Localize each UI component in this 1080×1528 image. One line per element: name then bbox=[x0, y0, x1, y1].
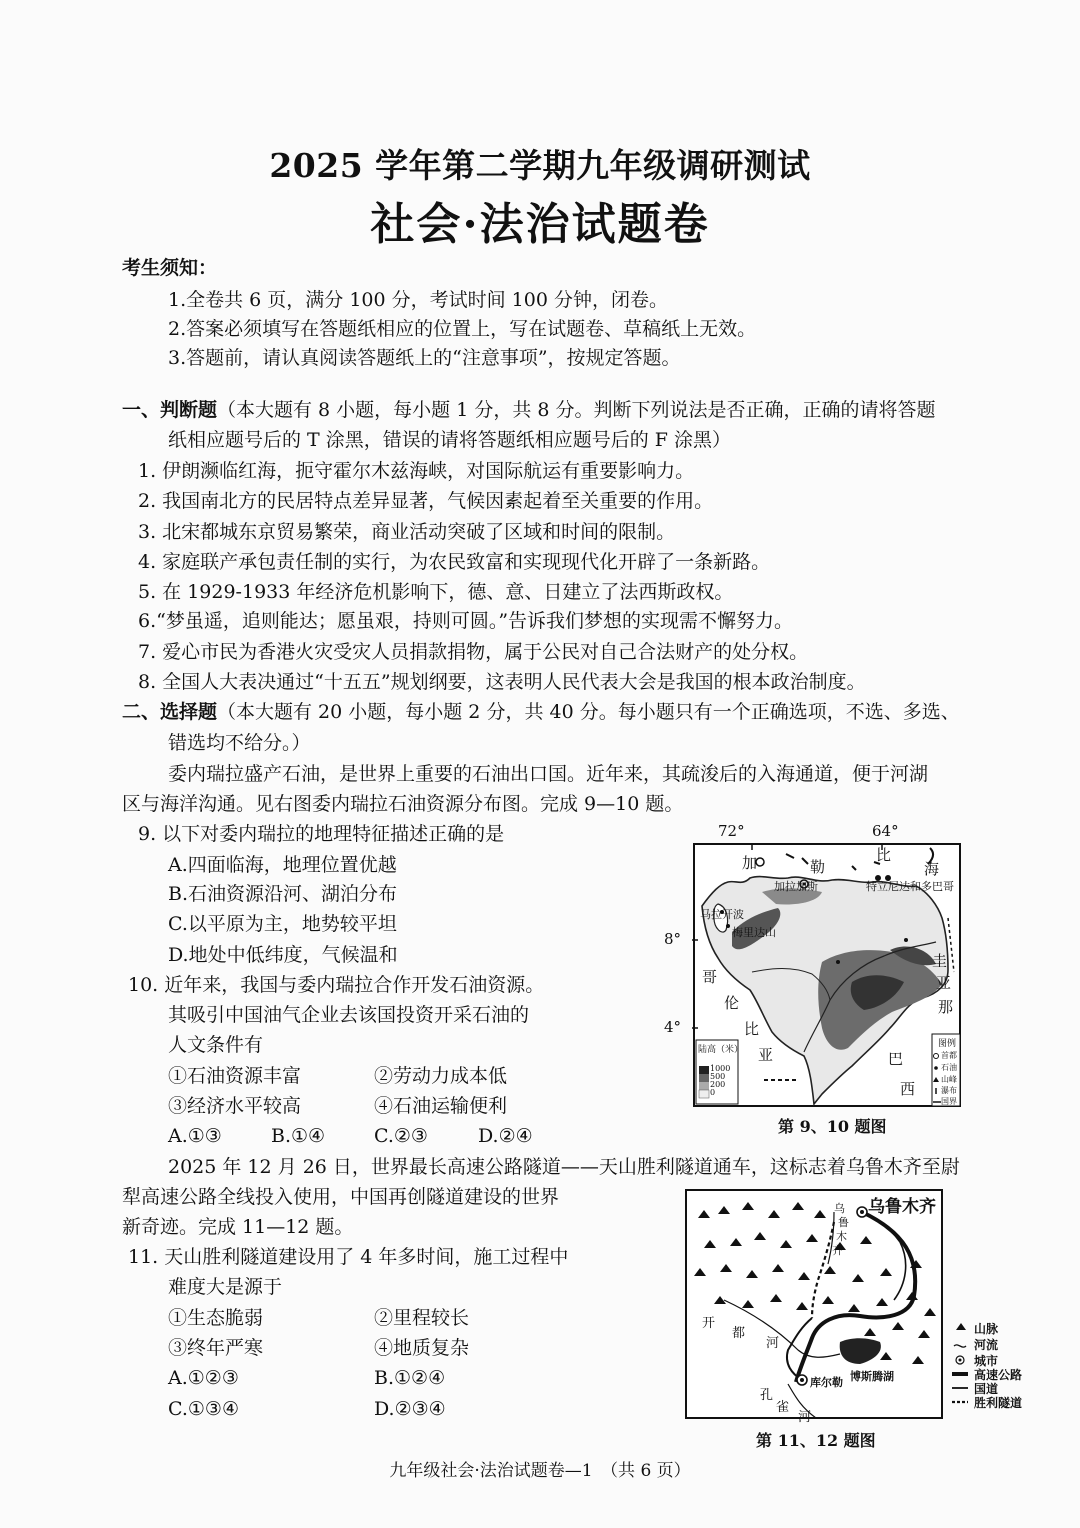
venezuela-map bbox=[692, 822, 962, 1108]
notice-item: 3.答题前，请认真阅读答题纸上的“注意事项”，按规定答题。 bbox=[168, 347, 681, 369]
legend-mountain: 山脉 bbox=[974, 1322, 999, 1336]
map-label-colombia: 伦 bbox=[724, 994, 740, 1012]
section2-desc-cont: 错选均不给分。） bbox=[168, 732, 311, 754]
passage-tunnel: 2025 年 12 月 26 日，世界最长高速公路隧道——天山胜利隧道通车，这标志着乌鲁木齐至尉 bbox=[168, 1156, 960, 1178]
map-label-guyana: 那 bbox=[938, 998, 954, 1016]
map-label-merida: 梅里达山 bbox=[732, 926, 776, 939]
river-label-urumqi: 木 bbox=[836, 1230, 847, 1243]
lon-label-72: 72° bbox=[718, 822, 745, 840]
lat-label-8: 8° bbox=[664, 930, 682, 948]
section2-desc: （本大题有 20 小题，每小题 2 分，共 40 分。每小题只有一个正确选项，不选、多选、 bbox=[217, 701, 960, 723]
map-label-brazil: 巴 bbox=[888, 1050, 904, 1068]
section1-label: 一、判断题 bbox=[122, 399, 218, 421]
question-11-stem: 11. 天山胜利隧道建设用了 4 年多时间，施工过程中 bbox=[128, 1246, 569, 1268]
question-10-stem-cont: 人文条件有 bbox=[168, 1034, 264, 1056]
elevation-legend-value: 1000 bbox=[710, 1064, 731, 1073]
q10-answer-c: C.②③ bbox=[374, 1125, 428, 1147]
map-label-trinidad: 特立尼达和多巴哥 bbox=[866, 880, 954, 893]
legend-national-road: 国道 bbox=[974, 1382, 999, 1396]
legend-river: 河流 bbox=[974, 1338, 999, 1352]
section1-desc: （本大题有 8 小题，每小题 1 分，共 8 分。判断下列说法是否正确，正确的请将答题 bbox=[217, 399, 936, 421]
section1-header bbox=[122, 395, 936, 425]
q11-opt-4: ④地质复杂 bbox=[374, 1337, 470, 1359]
section1-desc-cont: 纸相应题号后的 T 涂黑，错误的请将答题纸相应题号后的 F 涂黑） bbox=[168, 429, 732, 451]
map-label-guyana: 圭 bbox=[932, 952, 948, 970]
river-label-kongque: 河 bbox=[798, 1410, 812, 1425]
lon-label-64: 64° bbox=[872, 822, 899, 840]
judge-item-5: 5. 在 1929-1933 年经济危机影响下，德、意、日建立了法西斯政权。 bbox=[138, 581, 734, 603]
judge-item-8: 8. 全国人大表决通过“十五五”规划纲要，这表明人民代表大会是我国的根本政治制度。 bbox=[138, 671, 866, 693]
river-label-kongque: 孔 bbox=[760, 1388, 774, 1403]
legend-city: 城市 bbox=[974, 1354, 999, 1368]
q10-opt-4: ④石油运输便利 bbox=[374, 1095, 508, 1117]
q10-answer-a: A.①③ bbox=[168, 1125, 222, 1147]
city-label-korla: 库尔勒 bbox=[810, 1376, 843, 1389]
venezuela-map-figure bbox=[664, 822, 962, 1108]
map-label-colombia: 比 bbox=[744, 1020, 760, 1038]
q10-answer-d: D.②④ bbox=[478, 1125, 533, 1147]
passage-venezuela-cont: 区与海洋沟通。见右图委内瑞拉石油资源分布图。完成 9—10 题。 bbox=[122, 793, 684, 815]
map-label-sea: 比 bbox=[876, 846, 892, 864]
judge-item-4: 4. 家庭联产承包责任制的实行，为农民致富和实现现代化开辟了一条新路。 bbox=[138, 551, 771, 573]
judge-item-1: 1. 伊朗濒临红海，扼守霍尔木兹海峡，对国际航运有重要影响力。 bbox=[138, 460, 695, 482]
q9-option-d: D.地处中低纬度，气候温和 bbox=[168, 944, 398, 966]
elevation-legend-value: 0 bbox=[710, 1088, 716, 1097]
judge-item-2: 2. 我国南北方的民居特点差异显著，气候因素起着至关重要的作用。 bbox=[138, 490, 714, 512]
legend-title: 图例 bbox=[938, 1039, 957, 1049]
q11-answer-c: C.①③④ bbox=[168, 1398, 239, 1420]
legend-item: 石油 bbox=[941, 1063, 957, 1072]
river-label-urumqi: 乌 bbox=[834, 1202, 845, 1215]
q9-option-b: B.石油资源沿河、湖泊分布 bbox=[168, 883, 398, 905]
q11-answer-a: A.①②③ bbox=[168, 1367, 239, 1389]
lake-label-bosten: 博斯腾湖 bbox=[850, 1370, 894, 1383]
elevation-legend-value: 500 bbox=[710, 1072, 726, 1081]
map1-caption: 第 9、10 题图 bbox=[778, 1117, 887, 1136]
judge-item-6: 6.“梦虽遥，追则能达；愿虽艰，持则可圆。”告诉我们梦想的实现需不懈努力。 bbox=[138, 610, 794, 632]
q10-answer-b: B.①④ bbox=[271, 1125, 326, 1147]
notice-item: 2.答案必须填写在答题纸相应的位置上，写在试题卷、草稿纸上无效。 bbox=[168, 318, 757, 340]
notice-heading: 考生须知： bbox=[122, 257, 218, 279]
map-label-colombia: 亚 bbox=[758, 1046, 774, 1064]
river-label-urumqi: 鲁 bbox=[838, 1216, 849, 1229]
legend-item: 国界 bbox=[941, 1097, 957, 1106]
question-9-stem: 9. 以下对委内瑞拉的地理特征描述正确的是 bbox=[138, 823, 505, 845]
judge-item-3: 3. 北宋都城东京贸易繁荣，商业活动突破了区域和时间的限制。 bbox=[138, 521, 676, 543]
exam-title: 2025 学年第二学期九年级调研测试 bbox=[269, 146, 811, 185]
map-label-caracas: 加拉加斯 bbox=[774, 880, 818, 893]
q10-opt-1: ①石油资源丰富 bbox=[168, 1065, 302, 1087]
q9-option-c: C.以平原为主，地势较平坦 bbox=[168, 913, 397, 935]
map-label-brazil: 西 bbox=[900, 1080, 916, 1098]
legend-item: 山峰 bbox=[941, 1075, 957, 1084]
lat-label-4: 4° bbox=[664, 1018, 682, 1036]
city-label-urumqi: 乌鲁木齐 bbox=[868, 1197, 936, 1217]
legend-item: 首都 bbox=[941, 1051, 957, 1060]
legend-item: 瀑布 bbox=[941, 1086, 957, 1095]
elevation-legend-title: 陆高（米） bbox=[698, 1045, 744, 1055]
river-label-urumqi: 齐 bbox=[832, 1244, 843, 1257]
q11-opt-2: ②里程较长 bbox=[374, 1307, 470, 1329]
legend-tunnel: 胜利隧道 bbox=[974, 1396, 1023, 1410]
map-label-sea: 海 bbox=[924, 860, 940, 878]
elevation-legend-value: 200 bbox=[710, 1080, 726, 1089]
map2-caption: 第 11、12 题图 bbox=[756, 1431, 876, 1450]
map-label-sea: 加 bbox=[742, 854, 758, 872]
question-11-stem-cont: 难度大是源于 bbox=[168, 1276, 283, 1298]
river-label-kongque: 雀 bbox=[776, 1400, 790, 1415]
river-label-kaidu: 河 bbox=[766, 1336, 780, 1351]
section2-header bbox=[122, 697, 960, 727]
passage-tunnel-cont: 新奇迹。完成 11—12 题。 bbox=[122, 1216, 354, 1238]
page-footer: 九年级社会·法治试题卷—1 （共 6 页） bbox=[389, 1461, 691, 1481]
tianshan-map-figure bbox=[684, 1188, 1040, 1425]
section2-label: 二、选择题 bbox=[122, 701, 218, 723]
question-10-stem-cont: 其吸引中国油气企业去该国投资开采石油的 bbox=[168, 1004, 530, 1026]
river-label-kaidu: 开 bbox=[702, 1316, 716, 1331]
map-label-maracaibo: 马拉开波 bbox=[700, 908, 744, 921]
judge-item-7: 7. 爱心市民为香港火灾受灾人员捐款捐物，属于公民对自己合法财产的处分权。 bbox=[138, 641, 809, 663]
passage-venezuela: 委内瑞拉盛产石油，是世界上重要的石油出口国。近年来，其疏浚后的入海通道，便于河湖 bbox=[168, 763, 929, 785]
q10-opt-2: ②劳动力成本低 bbox=[374, 1065, 508, 1087]
map-label-colombia: 哥 bbox=[702, 968, 718, 986]
exam-subject-title: 社会·法治试题卷 bbox=[370, 199, 710, 250]
q10-opt-3: ③经济水平较高 bbox=[168, 1095, 302, 1117]
map-label-sea: 勒 bbox=[810, 858, 826, 876]
passage-tunnel-cont: 犁高速公路全线投入使用，中国再创隧道建设的世界 bbox=[122, 1186, 560, 1208]
q11-opt-3: ③终年严寒 bbox=[168, 1337, 264, 1359]
legend-highway: 高速公路 bbox=[974, 1368, 1023, 1382]
q9-option-a: A.四面临海，地理位置优越 bbox=[168, 854, 397, 876]
q11-answer-d: D.②③④ bbox=[374, 1398, 446, 1420]
q11-answer-b: B.①②④ bbox=[374, 1367, 446, 1389]
question-10-stem: 10. 近年来，我国与委内瑞拉合作开发石油资源。 bbox=[128, 974, 545, 996]
map-label-guyana: 亚 bbox=[936, 974, 952, 992]
notice-item: 1.全卷共 6 页，满分 100 分，考试时间 100 分钟，闭卷。 bbox=[168, 289, 668, 311]
river-label-kaidu: 都 bbox=[732, 1326, 746, 1341]
q11-opt-1: ①生态脆弱 bbox=[168, 1307, 264, 1329]
